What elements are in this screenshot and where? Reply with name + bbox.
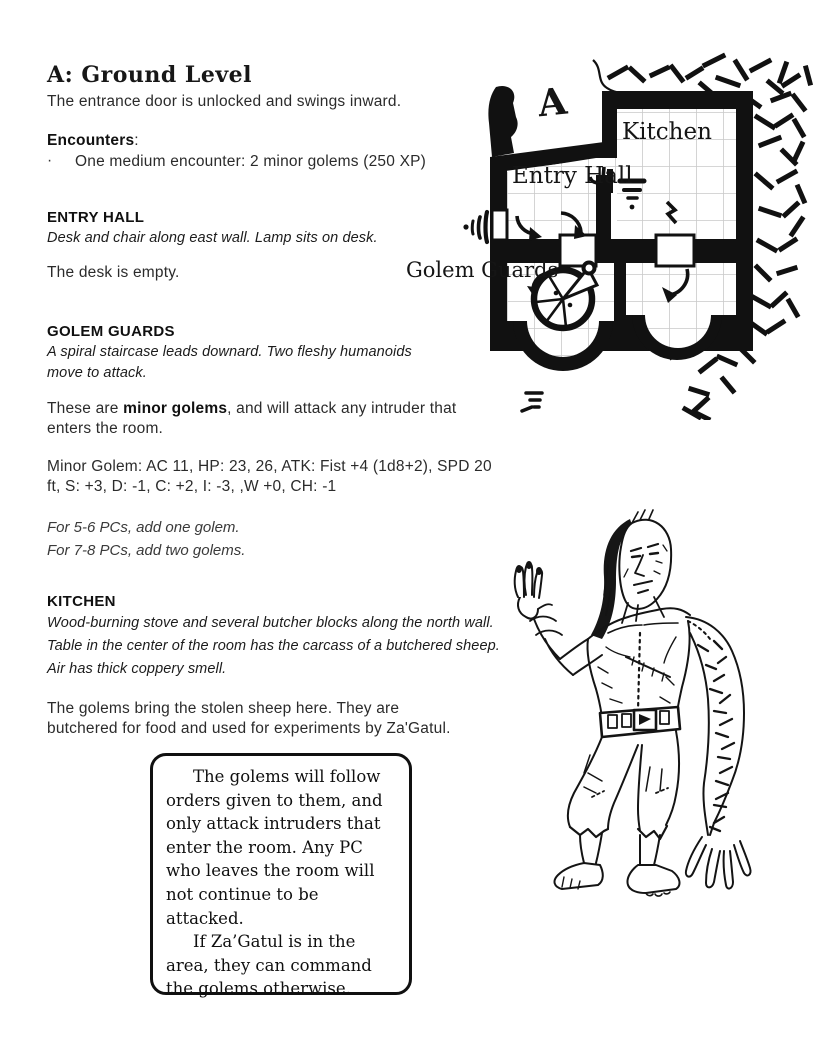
map-label-kitchen: Kitchen: [622, 119, 712, 145]
map-label-golem-guards: Golem Guards: [406, 258, 559, 282]
entry-hall-body: The desk is empty.: [47, 264, 180, 281]
scaling-notes: [47, 517, 497, 562]
note-paragraph-2: If Za’Gatul is in the area, they can command the golems otherwise.: [166, 932, 372, 999]
intro-paragraph: The entrance door is unlocked and swings inward.: [47, 93, 402, 110]
entry-hall-flavor: Desk and chair along east wall. Lamp sits on desk.: [47, 230, 378, 246]
golem-furry-arm: [686, 617, 751, 889]
golem-guards-flavor: A spiral staircase leads downard. Two fleshy humanoids move to attack.: [47, 344, 412, 381]
bullet-icon: ·: [47, 151, 53, 169]
door-swing-marks-icon: [463, 212, 487, 242]
kitchen-body: The golems bring the stolen sheep here. They are butchered for food and used for experiments by Za'Gatul.: [47, 700, 451, 737]
kitchen-section: [47, 593, 517, 738]
kitchen-flavor-line: Table in the center of the room has the carcass of a butchered sheep.: [47, 638, 500, 654]
kitchen-flavor: [47, 612, 517, 681]
gm-note-box: [150, 753, 412, 999]
entry-hall-heading: ENTRY HALL: [47, 209, 145, 226]
body-bold: minor golems: [123, 400, 228, 417]
door-icon: [492, 210, 507, 240]
golem-legs: [568, 731, 679, 839]
golem-head: [619, 520, 671, 609]
body-pre: These are: [47, 400, 124, 417]
debris-mark-icon: [522, 393, 542, 411]
encounter-item-text: One medium encounter: 2 minor golems (250 XP): [75, 152, 427, 170]
golem-belt: [600, 707, 680, 737]
body-post: , and will attack any intruder that enters the room.: [47, 400, 457, 437]
page-title: A: Ground Level: [47, 61, 253, 88]
golem-illustration: [480, 505, 800, 955]
door-icon: [656, 235, 694, 266]
map-label-entry-hall: Entry Hall: [512, 163, 633, 189]
note-paragraph-1: The golems will follow orders given to them, and only attack intruders that enter the room. Any PC who leaves the room will not continue to be attacked.: [166, 767, 383, 928]
scaling-line-1: For 5-6 PCs, add one golem.: [47, 519, 240, 536]
kitchen-flavor-line: Air has thick coppery smell.: [47, 661, 227, 677]
encounters-label-suffix: :: [134, 132, 139, 149]
encounters-label-bold: Encounters: [47, 132, 135, 149]
golem-statblock: Minor Golem: AC 11, HP: 23, 26, ATK: Fist +4 (1d8+2), SPD 20 ft, S: +3, D: -1, C: +2, I: -3, ,W +0, CH: -1: [47, 458, 492, 495]
golem-guards-heading: GOLEM GUARDS: [47, 323, 175, 340]
map-area-letter: A: [535, 78, 569, 126]
kitchen-flavor-line: Wood-burning stove and several butcher blocks along the north wall.: [47, 615, 494, 631]
golem-feet: [555, 833, 680, 896]
scaling-line-2: For 7-8 PCs, add two golems.: [47, 541, 246, 559]
dungeon-map-illustration: [400, 5, 816, 420]
kitchen-heading: KITCHEN: [47, 593, 116, 610]
